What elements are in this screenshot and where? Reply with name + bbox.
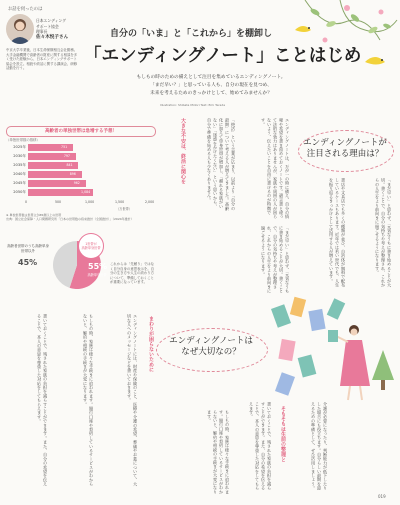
bar-category-label: 2030年	[13, 154, 26, 158]
title-kicker-text: 自分の「いま」と「これから」を棚卸し	[110, 29, 273, 39]
chart-title	[6, 126, 156, 137]
section2-pink-lead-right: そもそもは生前の整理と	[280, 406, 286, 463]
pie-left-value: 45%	[18, 258, 38, 267]
credit-line: Illustration: Shibata Midori Text: Emi Terada	[160, 103, 226, 107]
x-tick-label: 500	[55, 200, 62, 204]
org-line2: サポート協会	[36, 23, 59, 29]
section2-col6: もしもの時、家族は様々な手続きに追われます。銀行口座や契約しているサービスがわからないと、解約や相続の手続きが大変になります。	[207, 410, 230, 494]
person-icon	[6, 14, 34, 44]
pie-right-value-text: 55%	[88, 262, 108, 271]
section2-col1: エンディングノートには、財産や保険のこと、医療や介護の希望、葬儀やお墓について、大切な人へのメッセージなどを書いておきます。	[127, 314, 138, 487]
section1-col2: エンディングノートは、万が一の時に備え、自分の情報や希望を書き留めておくノートです。遺言書と違って法的な効力はありませんが、家族や周囲の人が困らないよう、伝えたいことを自由に書けるのが特徴です。	[261, 118, 290, 219]
lead-text	[96, 74, 326, 98]
interviewee-tag-text: お話を伺ったのは	[8, 7, 43, 12]
pie-center-note: 1世帯が 高齢単身世帯	[81, 241, 101, 250]
chart-title-text: 高齢者の単独世帯は急増する予想！	[45, 129, 117, 134]
bar-value-label: 962	[73, 181, 80, 185]
bar-row	[6, 162, 154, 170]
pie-right-label: 高齢単身世帯	[87, 273, 107, 277]
tree-illustration	[372, 350, 394, 390]
chart-x-unit: （万世帯）	[116, 207, 132, 211]
x-tick-label: 1,500	[115, 200, 125, 204]
section1-col5: 「まだ早い」と思わず、元気なうちに書き始めることが大切。書くことで、自分の気持ちや考えが整理され、これからの人生をより前向きに過ごせるようになります。	[261, 226, 290, 294]
lead-line2: 「まだ早い？」と思っている人も、自分の現在を見つめ、	[150, 83, 272, 88]
pie-right-value	[88, 262, 107, 271]
section1-title-line2: 注目される理由は？	[306, 149, 384, 159]
pie-left-label: 高齢者世帯のうち高齢単身世帯以外	[7, 244, 49, 253]
org-line1: 日本エンディング	[36, 18, 66, 23]
pie-caption: これからは「先頼り」ではなく自分自身の意思表示を。自分の生き方や人生の終わり方について、準備しておくことが重要になっています。	[110, 262, 155, 285]
bar-row	[6, 189, 154, 197]
bar-value-label: 841	[66, 163, 73, 167]
title-kicker	[110, 26, 310, 39]
bar-row	[6, 153, 154, 161]
page-title	[84, 42, 362, 67]
interviewee-tag	[8, 6, 42, 12]
person-name: 佐々木悦子さん	[36, 34, 69, 40]
x-tick-label: 0	[25, 200, 28, 204]
section2-col3: 書いておくことで、残された家族の負担を減らすことができます。また、自分の希望を伝えることで、本人の意思を尊重した対応をしてもらえます。	[37, 314, 48, 487]
bar-chart	[6, 126, 154, 236]
x-tick-label: 1,000	[85, 200, 95, 204]
section2-col4: 介護が必要になったり、判断能力が低下したりした場合にも役立ちます。自分らしい最期を迎えるための準備として、ぜひ活用しましょう。	[311, 402, 328, 491]
section2-pink-lead-left: まわりが困らないために	[148, 316, 154, 373]
bar-row	[6, 144, 154, 152]
portrait-avatar	[6, 14, 34, 44]
section1-title	[300, 138, 390, 160]
section1-pink-lead: 大きな不安は、終活に関心を	[180, 118, 186, 185]
chart-bars	[6, 144, 154, 198]
bar-value-label: 797	[63, 154, 70, 158]
section2-title-line2: なぜ大切なの？	[181, 347, 241, 357]
bar-category-label: 2045年	[13, 181, 26, 185]
section1-title-line1: エンディングノートが	[303, 138, 387, 148]
bar-row	[6, 171, 154, 179]
section2-col5: 書いておくことで、残された家族の負担を減らすことができます。また、自分の希望を伝えることで、本人の意思を尊重した対応をしてもらえます。	[249, 402, 272, 491]
lead-line1: もしもの時のための備えとして注目を集めているエンディングノート。	[136, 75, 286, 80]
lead-line3: 未来を考えるためのきっかけとして、始めてみませんか？	[150, 91, 272, 96]
pie-center-badge	[78, 233, 104, 259]
page-number: 019	[378, 494, 386, 499]
section2-title	[160, 336, 262, 358]
section1-col1: 「終活」という言葉が広まり、以前より「自分の最期」について考える人が増えてきました。高齢化に加えて単身世帯が増加し、「頼れる家族がいない」「迷惑をかけたくない」という思いから、自分で準備を始める人も少なくありません。	[207, 118, 236, 211]
x-tick-label: 2,000	[145, 200, 155, 204]
section2-col2: もしもの時、家族は様々な手続きに追われます。銀行口座や契約しているサービスがわからないと、解約や相続の手続きが大変になります。	[83, 314, 94, 487]
section1-col3: 書店や文具店でも多くの種類が並び、自治体が無料で配布しているケースもあります。近年では若い世代でも、人生を振り返るきっかけとして活用する人が増えています。	[329, 178, 346, 288]
bar-row	[6, 180, 154, 188]
bar-value-label: 896	[69, 172, 76, 176]
bar-category-label: 2040年	[13, 172, 26, 176]
bar-value-label: 1,084	[81, 190, 91, 194]
chart-note: ※ 単独世帯数は世帯主が65歳以上の世帯 出典：国立社会保障・人口問題研究所「日本の世帯数の将来推計（全国推計）」（2024年推計）	[6, 213, 134, 222]
chart-subtitle: （単独世帯数の推移）	[6, 138, 40, 142]
bar-category-label: 2025年	[13, 145, 26, 149]
bar-value-label: 751	[61, 145, 68, 149]
org-line3: 理事長	[36, 29, 48, 34]
org-info	[36, 18, 84, 40]
bar-category-label: 2035年	[13, 163, 26, 167]
page-title-text: 「エンディングノート」ことはじめ	[84, 46, 362, 66]
bio-text: 中京大学卒業後、日本生命保険相互会社勤務。大手金融機関で高齢者の財産に関する相談を多く受けた経験から、日本エンディングサポート協会を設立。相続や終活に関する講演会、研修活動を行う。	[6, 48, 78, 71]
section1-col4: 「まだ早い」と思わず、元気なうちに書き始めることが大切。書くことで、自分の気持ちや考えが整理され、これからの人生をより前向きに過ごせるようになります。	[375, 178, 392, 288]
section2-title-line1: エンディングノートは	[169, 336, 253, 346]
bar-category-label: 2050年	[13, 190, 26, 194]
